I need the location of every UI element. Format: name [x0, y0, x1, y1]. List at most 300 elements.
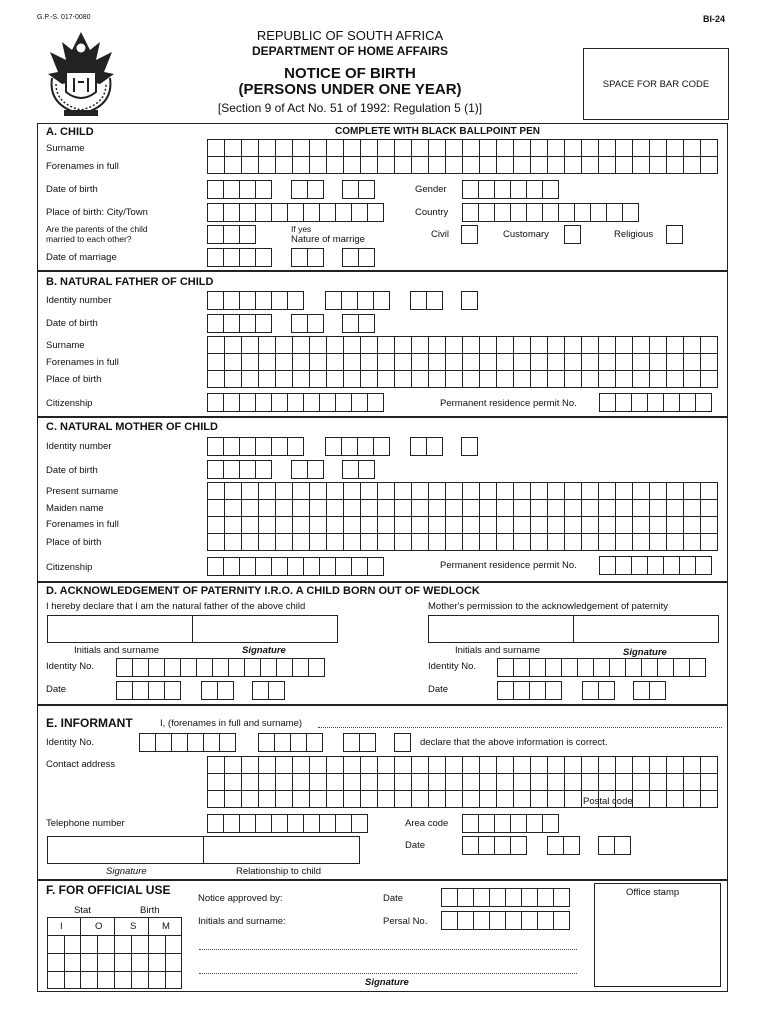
char-box[interactable]: [513, 658, 530, 677]
char-box[interactable]: [344, 517, 361, 534]
char-box[interactable]: [239, 203, 256, 222]
char-box[interactable]: [378, 354, 395, 371]
char-box[interactable]: [378, 483, 395, 500]
country-field[interactable]: [462, 203, 638, 222]
char-box[interactable]: [582, 517, 599, 534]
customary-checkbox[interactable]: [564, 225, 580, 244]
char-box[interactable]: [225, 483, 242, 500]
char-box[interactable]: [327, 791, 344, 808]
char-box[interactable]: [335, 814, 352, 833]
char-box[interactable]: [259, 140, 276, 157]
char-box[interactable]: [531, 791, 548, 808]
char-box[interactable]: [342, 248, 359, 267]
char-box[interactable]: [310, 483, 327, 500]
char-box[interactable]: [463, 791, 480, 808]
char-box[interactable]: [480, 337, 497, 354]
char-box[interactable]: [276, 774, 293, 791]
char-box[interactable]: [344, 757, 361, 774]
char-box[interactable]: [446, 483, 463, 500]
char-box[interactable]: [633, 483, 650, 500]
char-box[interactable]: [358, 460, 375, 479]
char-box[interactable]: [225, 500, 242, 517]
char-box[interactable]: [291, 314, 308, 333]
char-box[interactable]: [259, 500, 276, 517]
char-box[interactable]: [207, 314, 224, 333]
char-box[interactable]: [548, 483, 565, 500]
char-box[interactable]: [614, 836, 631, 855]
char-box[interactable]: [622, 203, 639, 222]
char-box[interactable]: [599, 774, 616, 791]
char-box[interactable]: [548, 354, 565, 371]
char-box[interactable]: [208, 757, 225, 774]
char-box[interactable]: [667, 757, 684, 774]
char-box[interactable]: [599, 483, 616, 500]
char-box[interactable]: [548, 371, 565, 388]
char-box[interactable]: [276, 140, 293, 157]
char-box[interactable]: [615, 393, 632, 412]
char-box[interactable]: [426, 437, 443, 456]
char-box[interactable]: [616, 354, 633, 371]
char-box[interactable]: [310, 371, 327, 388]
char-box[interactable]: [327, 140, 344, 157]
char-box[interactable]: [446, 371, 463, 388]
char-box[interactable]: [647, 556, 664, 575]
char-box[interactable]: [446, 354, 463, 371]
char-box[interactable]: [480, 534, 497, 551]
char-box[interactable]: [473, 911, 490, 930]
char-box[interactable]: [684, 157, 701, 174]
char-box[interactable]: [531, 500, 548, 517]
char-box[interactable]: [359, 733, 376, 752]
char-box[interactable]: [310, 534, 327, 551]
char-box[interactable]: [695, 556, 712, 575]
char-box[interactable]: [548, 791, 565, 808]
char-box[interactable]: [139, 733, 156, 752]
char-box[interactable]: [446, 517, 463, 534]
char-box[interactable]: [361, 500, 378, 517]
char-box[interactable]: [259, 757, 276, 774]
char-box[interactable]: [514, 517, 531, 534]
char-box[interactable]: [633, 500, 650, 517]
char-box[interactable]: [701, 774, 718, 791]
char-box[interactable]: [463, 517, 480, 534]
char-box[interactable]: [679, 556, 696, 575]
informant-id-part2[interactable]: [258, 733, 322, 752]
char-box[interactable]: [429, 337, 446, 354]
char-box[interactable]: [287, 557, 304, 576]
mother-id-part2[interactable]: [325, 437, 389, 456]
char-box[interactable]: [351, 203, 368, 222]
char-box[interactable]: [208, 534, 225, 551]
char-box[interactable]: [271, 291, 288, 310]
char-box[interactable]: [201, 681, 218, 700]
char-box[interactable]: [378, 337, 395, 354]
char-box[interactable]: [542, 180, 559, 199]
char-box[interactable]: [203, 733, 220, 752]
char-box[interactable]: [497, 658, 514, 677]
char-box[interactable]: [412, 791, 429, 808]
char-box[interactable]: [342, 314, 359, 333]
char-box[interactable]: [293, 354, 310, 371]
char-box[interactable]: [463, 757, 480, 774]
father-id-part2[interactable]: [325, 291, 389, 310]
char-box[interactable]: [497, 354, 514, 371]
char-box[interactable]: [223, 437, 240, 456]
char-box[interactable]: [219, 733, 236, 752]
char-box[interactable]: [307, 460, 324, 479]
char-box[interactable]: [412, 140, 429, 157]
char-box[interactable]: [410, 291, 427, 310]
char-box[interactable]: [429, 534, 446, 551]
char-box[interactable]: [228, 658, 245, 677]
char-box[interactable]: [565, 483, 582, 500]
char-box[interactable]: [565, 371, 582, 388]
char-box[interactable]: [310, 791, 327, 808]
char-box[interactable]: [259, 534, 276, 551]
char-box[interactable]: [223, 203, 240, 222]
char-box[interactable]: [259, 791, 276, 808]
char-box[interactable]: [462, 836, 479, 855]
char-box[interactable]: [412, 337, 429, 354]
char-box[interactable]: [239, 180, 256, 199]
char-box[interactable]: [462, 203, 479, 222]
char-box[interactable]: [242, 140, 259, 157]
char-box[interactable]: [548, 517, 565, 534]
char-box[interactable]: [335, 393, 352, 412]
char-box[interactable]: [537, 888, 554, 907]
char-box[interactable]: [633, 337, 650, 354]
char-box[interactable]: [667, 354, 684, 371]
char-box[interactable]: [276, 534, 293, 551]
char-box[interactable]: [446, 534, 463, 551]
char-box[interactable]: [412, 354, 429, 371]
char-box[interactable]: [255, 814, 272, 833]
char-box[interactable]: [514, 371, 531, 388]
char-box[interactable]: [616, 157, 633, 174]
char-box[interactable]: [343, 733, 360, 752]
char-box[interactable]: [505, 911, 522, 930]
char-box[interactable]: [260, 658, 277, 677]
char-box[interactable]: [341, 291, 358, 310]
char-box[interactable]: [684, 774, 701, 791]
char-box[interactable]: [395, 354, 412, 371]
char-box[interactable]: [478, 203, 495, 222]
char-box[interactable]: [582, 774, 599, 791]
char-box[interactable]: [497, 534, 514, 551]
informant-signature-box[interactable]: [47, 836, 204, 864]
char-box[interactable]: [531, 140, 548, 157]
char-box[interactable]: [701, 517, 718, 534]
char-box[interactable]: [287, 393, 304, 412]
char-box[interactable]: [462, 814, 479, 833]
char-box[interactable]: [258, 733, 275, 752]
char-box[interactable]: [239, 557, 256, 576]
char-box[interactable]: [689, 658, 706, 677]
char-box[interactable]: [514, 774, 531, 791]
char-box[interactable]: [631, 556, 648, 575]
char-box[interactable]: [537, 911, 554, 930]
char-box[interactable]: [565, 354, 582, 371]
char-box[interactable]: [239, 248, 256, 267]
char-box[interactable]: [373, 437, 390, 456]
char-box[interactable]: [684, 354, 701, 371]
char-box[interactable]: [292, 658, 309, 677]
char-box[interactable]: [593, 658, 610, 677]
char-box[interactable]: [310, 354, 327, 371]
char-box[interactable]: [378, 371, 395, 388]
char-box[interactable]: [242, 517, 259, 534]
char-box[interactable]: [255, 248, 272, 267]
char-box[interactable]: [327, 757, 344, 774]
char-box[interactable]: [357, 291, 374, 310]
char-box[interactable]: [319, 557, 336, 576]
char-box[interactable]: [494, 836, 511, 855]
char-box[interactable]: [480, 791, 497, 808]
char-box[interactable]: [287, 291, 304, 310]
char-box[interactable]: [344, 534, 361, 551]
char-box[interactable]: [287, 437, 304, 456]
char-box[interactable]: [461, 437, 478, 456]
char-box[interactable]: [565, 157, 582, 174]
char-box[interactable]: [599, 517, 616, 534]
char-box[interactable]: [631, 393, 648, 412]
char-box[interactable]: [361, 140, 378, 157]
char-box[interactable]: [255, 393, 272, 412]
char-box[interactable]: [529, 658, 546, 677]
char-box[interactable]: [268, 681, 285, 700]
char-box[interactable]: [480, 483, 497, 500]
mother-id-part1[interactable]: [207, 437, 303, 456]
char-box[interactable]: [667, 337, 684, 354]
char-box[interactable]: [478, 814, 495, 833]
char-box[interactable]: [293, 534, 310, 551]
char-box[interactable]: [497, 140, 514, 157]
char-box[interactable]: [307, 248, 324, 267]
char-box[interactable]: [351, 393, 368, 412]
char-box[interactable]: [287, 814, 304, 833]
char-box[interactable]: [327, 354, 344, 371]
char-box[interactable]: [577, 658, 594, 677]
char-box[interactable]: [208, 354, 225, 371]
char-box[interactable]: [344, 500, 361, 517]
char-box[interactable]: [684, 534, 701, 551]
char-box[interactable]: [271, 437, 288, 456]
mother-idno-field[interactable]: [497, 658, 705, 677]
char-box[interactable]: [319, 393, 336, 412]
char-box[interactable]: [116, 681, 133, 700]
char-box[interactable]: [545, 681, 562, 700]
char-box[interactable]: [378, 157, 395, 174]
char-box[interactable]: [599, 500, 616, 517]
char-box[interactable]: [633, 791, 650, 808]
char-box[interactable]: [335, 203, 352, 222]
char-box[interactable]: [276, 371, 293, 388]
char-box[interactable]: [429, 757, 446, 774]
char-box[interactable]: [395, 371, 412, 388]
char-box[interactable]: [361, 757, 378, 774]
child-dob-month[interactable]: [291, 180, 323, 199]
char-box[interactable]: [242, 371, 259, 388]
char-box[interactable]: [548, 774, 565, 791]
char-box[interactable]: [303, 814, 320, 833]
char-box[interactable]: [357, 437, 374, 456]
char-box[interactable]: [514, 757, 531, 774]
char-box[interactable]: [244, 658, 261, 677]
char-box[interactable]: [462, 180, 479, 199]
informant-date-day[interactable]: [598, 836, 630, 855]
char-box[interactable]: [667, 157, 684, 174]
char-box[interactable]: [308, 658, 325, 677]
char-box[interactable]: [497, 157, 514, 174]
char-box[interactable]: [701, 157, 718, 174]
char-box[interactable]: [521, 888, 538, 907]
char-box[interactable]: [633, 140, 650, 157]
char-box[interactable]: [412, 157, 429, 174]
char-box[interactable]: [616, 140, 633, 157]
char-box[interactable]: [293, 483, 310, 500]
mother-date-month[interactable]: [582, 681, 614, 700]
char-box[interactable]: [609, 658, 626, 677]
char-box[interactable]: [446, 157, 463, 174]
char-box[interactable]: [361, 534, 378, 551]
civil-checkbox[interactable]: [461, 225, 477, 244]
char-box[interactable]: [287, 203, 304, 222]
char-box[interactable]: [582, 337, 599, 354]
char-box[interactable]: [116, 658, 133, 677]
informant-id-part3[interactable]: [343, 733, 375, 752]
char-box[interactable]: [225, 757, 242, 774]
char-box[interactable]: [293, 140, 310, 157]
father-signature-box[interactable]: [192, 615, 338, 643]
char-box[interactable]: [361, 371, 378, 388]
char-box[interactable]: [291, 248, 308, 267]
char-box[interactable]: [441, 911, 458, 930]
char-box[interactable]: [647, 393, 664, 412]
char-box[interactable]: [542, 203, 559, 222]
char-box[interactable]: [429, 500, 446, 517]
char-box[interactable]: [180, 658, 197, 677]
char-box[interactable]: [293, 337, 310, 354]
char-box[interactable]: [342, 180, 359, 199]
char-box[interactable]: [650, 517, 667, 534]
char-box[interactable]: [582, 140, 599, 157]
char-box[interactable]: [293, 791, 310, 808]
char-box[interactable]: [684, 140, 701, 157]
mother-initials-box[interactable]: [428, 615, 574, 643]
char-box[interactable]: [327, 483, 344, 500]
char-box[interactable]: [657, 658, 674, 677]
char-box[interactable]: [225, 517, 242, 534]
char-box[interactable]: [582, 157, 599, 174]
char-box[interactable]: [514, 500, 531, 517]
char-box[interactable]: [293, 371, 310, 388]
char-box[interactable]: [616, 337, 633, 354]
char-box[interactable]: [514, 483, 531, 500]
char-box[interactable]: [548, 500, 565, 517]
char-box[interactable]: [463, 371, 480, 388]
child-pob-field[interactable]: [207, 203, 383, 222]
char-box[interactable]: [429, 791, 446, 808]
char-box[interactable]: [378, 774, 395, 791]
char-box[interactable]: [252, 681, 269, 700]
char-box[interactable]: [255, 314, 272, 333]
char-box[interactable]: [378, 517, 395, 534]
char-box[interactable]: [548, 337, 565, 354]
char-box[interactable]: [327, 774, 344, 791]
char-box[interactable]: [633, 354, 650, 371]
char-box[interactable]: [208, 500, 225, 517]
char-box[interactable]: [497, 500, 514, 517]
char-box[interactable]: [480, 157, 497, 174]
char-box[interactable]: [650, 534, 667, 551]
char-box[interactable]: [510, 814, 527, 833]
char-box[interactable]: [207, 393, 224, 412]
char-box[interactable]: [548, 140, 565, 157]
father-name-grid[interactable]: [207, 336, 718, 388]
char-box[interactable]: [679, 393, 696, 412]
char-box[interactable]: [225, 791, 242, 808]
char-box[interactable]: [225, 140, 242, 157]
char-box[interactable]: [616, 517, 633, 534]
char-box[interactable]: [497, 483, 514, 500]
religious-checkbox[interactable]: [666, 225, 682, 244]
char-box[interactable]: [505, 888, 522, 907]
char-box[interactable]: [489, 888, 506, 907]
char-box[interactable]: [650, 371, 667, 388]
char-box[interactable]: [497, 371, 514, 388]
char-box[interactable]: [327, 337, 344, 354]
char-box[interactable]: [494, 814, 511, 833]
char-box[interactable]: [344, 371, 361, 388]
char-box[interactable]: [255, 437, 272, 456]
char-box[interactable]: [274, 733, 291, 752]
char-box[interactable]: [667, 534, 684, 551]
char-box[interactable]: [701, 140, 718, 157]
char-box[interactable]: [429, 354, 446, 371]
char-box[interactable]: [303, 557, 320, 576]
char-box[interactable]: [650, 483, 667, 500]
char-box[interactable]: [276, 517, 293, 534]
area-code-field[interactable]: [462, 814, 558, 833]
char-box[interactable]: [667, 791, 684, 808]
char-box[interactable]: [351, 557, 368, 576]
char-box[interactable]: [361, 517, 378, 534]
char-box[interactable]: [684, 337, 701, 354]
char-box[interactable]: [412, 483, 429, 500]
char-box[interactable]: [667, 483, 684, 500]
char-box[interactable]: [208, 140, 225, 157]
mother-dob-day[interactable]: [342, 460, 374, 479]
char-box[interactable]: [480, 774, 497, 791]
father-idno-field[interactable]: [116, 658, 324, 677]
char-box[interactable]: [480, 354, 497, 371]
char-box[interactable]: [259, 157, 276, 174]
char-box[interactable]: [310, 774, 327, 791]
char-box[interactable]: [650, 757, 667, 774]
char-box[interactable]: [446, 337, 463, 354]
char-box[interactable]: [223, 557, 240, 576]
char-box[interactable]: [606, 203, 623, 222]
char-box[interactable]: [223, 814, 240, 833]
char-box[interactable]: [429, 774, 446, 791]
char-box[interactable]: [650, 157, 667, 174]
official-signature-line[interactable]: [199, 973, 577, 974]
char-box[interactable]: [255, 291, 272, 310]
char-box[interactable]: [341, 437, 358, 456]
char-box[interactable]: [514, 157, 531, 174]
char-box[interactable]: [463, 354, 480, 371]
char-box[interactable]: [307, 314, 324, 333]
